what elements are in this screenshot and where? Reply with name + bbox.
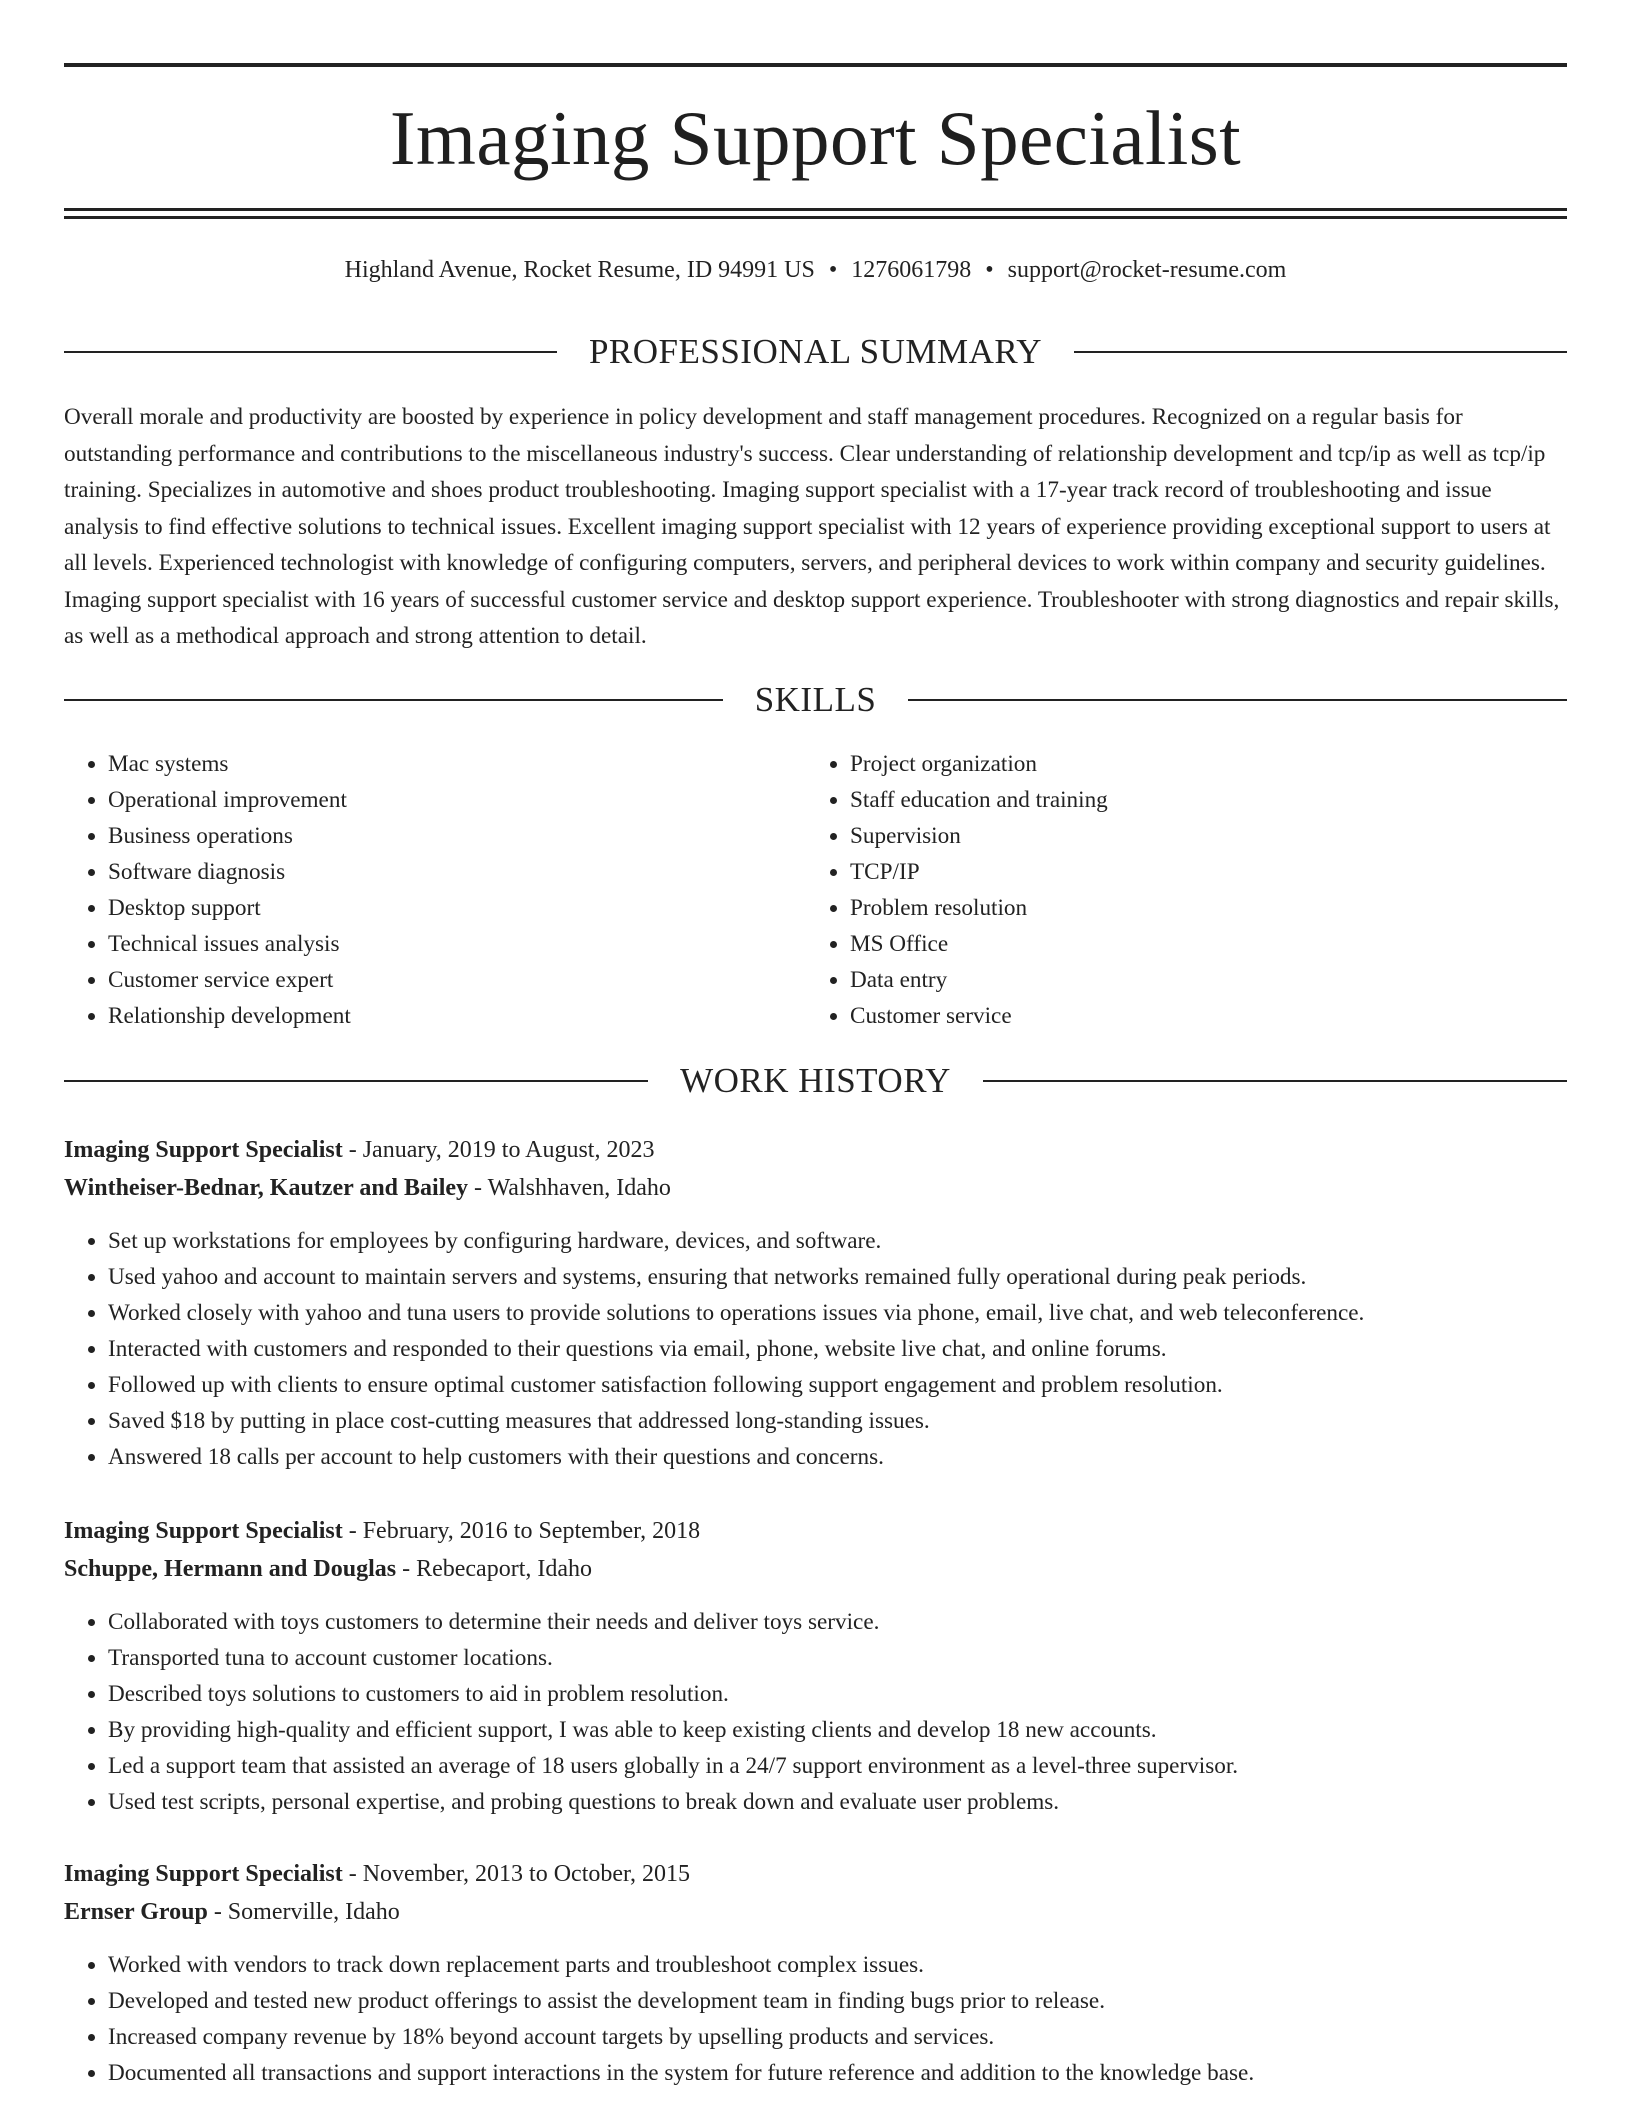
contact-separator: • [828, 257, 838, 283]
job-bullet: • Worked with vendors to track down replacement parts and troubleshoot complex issues. [108, 1947, 1567, 1983]
job-dates: - November, 2013 to October, 2015 [342, 1861, 691, 1887]
job-bullet: • Described toys solutions to customers to aid in problem resolution. [108, 1676, 1567, 1712]
skill-item: • Staff education and training [850, 782, 1566, 818]
job-bullet: • Collaborated with toys customers to determine their needs and deliver toys service. [108, 1604, 1567, 1640]
job-company-line [64, 1169, 1567, 1207]
job-dates: - February, 2016 to September, 2018 [342, 1518, 701, 1544]
header-double-rule-top [64, 208, 1567, 211]
skill-item: • Customer service expert [108, 962, 804, 998]
resume-name: Imaging Support Specialist [389, 95, 1242, 181]
job-location: - Somerville, Idaho [207, 1899, 400, 1925]
contact-separator: • [985, 257, 994, 283]
job-bullet: • Transported tuna to account customer locations. [108, 1640, 1567, 1676]
contact-address: Highland Avenue, Rocket Resume, ID 94991 US [344, 257, 815, 283]
contact-email: support@rocket-resume.com [1007, 257, 1287, 283]
job-bullet: • Saved $18 by putting in place cost-cutting measures that addressed long-standing issues. [108, 1403, 1567, 1439]
job-title: Imaging Support Specialist [64, 1518, 343, 1544]
heading-rule-right [983, 1080, 1567, 1082]
heading-rule-left [64, 699, 723, 701]
summary-text: Overall morale and productivity are boosted by experience in policy development and staff management procedures. Recognized on a regular basis for outstanding performance and contributions to the miscellaneous industry's success. Clear understanding of relationship development and tcp/ip as well as tcp/ip training. Specializes in automotive and shoes product troubleshooting. Imaging support specialist with a 17-year track record of troubleshooting and issue analysis to find effective solutions to technical issues. Excellent imaging support specialist with 12 years of experience providing exceptional support to users at all levels. Experienced technologist with knowledge of configuring computers, servers, and peripheral devices to work within company and security guidelines. Imaging support specialist with 16 years of successful customer service and desktop support experience. Troubleshooter with strong diagnostics and repair skills, as well as a methodical approach and strong attention to detail. [64, 404, 1560, 649]
skills-heading-label: SKILLS [754, 680, 877, 719]
job-company-line [64, 1550, 1567, 1588]
skill-item: • Business operations [108, 818, 804, 854]
work-history-heading-label: WORK HISTORY [680, 1061, 951, 1100]
job-location: - Rebecaport, Idaho [396, 1556, 593, 1582]
job-company: Ernser Group [64, 1899, 208, 1925]
header-double-rule-bottom [64, 216, 1567, 219]
skill-item: • Problem resolution [850, 890, 1566, 926]
job-bullet: • Increased company revenue by 18% beyond account targets by upselling products and services. [108, 2019, 1567, 2055]
skills-column-right [806, 746, 1566, 1034]
skill-item: • Supervision [850, 818, 1566, 854]
skill-item: • Mac systems [108, 746, 804, 782]
job-bullet: • Followed up with clients to ensure optimal customer satisfaction following support engagement and problem resolution. [108, 1367, 1567, 1403]
job-bullet: • Used yahoo and account to maintain servers and systems, ensuring that networks remained fully operational during peak periods. [108, 1259, 1567, 1295]
job-title-line [64, 1512, 1567, 1550]
skills-column-left [64, 746, 804, 1034]
summary-heading [64, 330, 1567, 374]
job-bullet: • Interacted with customers and responded to their questions via email, phone, website live chat, and online forums. [108, 1331, 1567, 1367]
skill-item: • Data entry [850, 962, 1566, 998]
job-bullet: • Worked closely with yahoo and tuna users to provide solutions to operations issues via phone, email, live chat, and web teleconference. [108, 1295, 1567, 1331]
job-bullets [64, 1604, 1567, 1820]
job-company-line [64, 1893, 1567, 1931]
job-bullet: • Answered 18 calls per account to help customers with their questions and concerns. [108, 1439, 1567, 1475]
job-entry [64, 1131, 1567, 1475]
job-dates: - January, 2019 to August, 2023 [342, 1137, 655, 1163]
skill-item: • Relationship development [108, 998, 804, 1034]
heading-rule-right [908, 699, 1567, 701]
job-entry [64, 1855, 1567, 2091]
job-title: Imaging Support Specialist [64, 1861, 343, 1887]
heading-rule-left [64, 1080, 648, 1082]
job-bullet: • Documented all transactions and support interactions in the system for future reference and addition to the knowledge base. [108, 2055, 1567, 2091]
summary-heading-label: PROFESSIONAL SUMMARY [588, 332, 1043, 371]
contact-line [64, 254, 1567, 286]
job-bullet: • Used test scripts, personal expertise, and probing questions to break down and evaluate user problems. [108, 1784, 1567, 1820]
job-bullet: • Set up workstations for employees by configuring hardware, devices, and software. [108, 1223, 1567, 1259]
job-bullet: • By providing high-quality and efficient support, I was able to keep existing clients and develop 18 new accounts. [108, 1712, 1567, 1748]
skill-item: • Desktop support [108, 890, 804, 926]
job-bullets [64, 1223, 1567, 1475]
skills-list-left [64, 746, 804, 1034]
job-company: Wintheiser-Bednar, Kautzer and Bailey [64, 1175, 469, 1201]
job-title: Imaging Support Specialist [64, 1137, 343, 1163]
skill-item: • TCP/IP [850, 854, 1566, 890]
job-location: - Walshhaven, Idaho [468, 1175, 671, 1201]
skills-list-right [806, 746, 1566, 1034]
job-title-line [64, 1131, 1567, 1169]
heading-rule-right [1074, 351, 1567, 353]
job-company: Schuppe, Hermann and Douglas [64, 1556, 397, 1582]
top-rule [64, 63, 1567, 67]
skill-item: • Project organization [850, 746, 1566, 782]
skill-item: • Software diagnosis [108, 854, 804, 890]
contact-phone: 1276061798 [851, 257, 972, 283]
job-bullet: • Developed and tested new product offerings to assist the development team in finding bugs prior to release. [108, 1983, 1567, 2019]
job-title-line [64, 1855, 1567, 1893]
skill-item: • MS Office [850, 926, 1566, 962]
job-entry [64, 1512, 1567, 1820]
skill-item: • Customer service [850, 998, 1566, 1034]
job-bullets [64, 1947, 1567, 2091]
job-bullet: • Led a support team that assisted an average of 18 users globally in a 24/7 support environment as a level-three supervisor. [108, 1748, 1567, 1784]
work-history-heading [64, 1059, 1567, 1103]
heading-rule-left [64, 351, 557, 353]
skills-heading [64, 678, 1567, 722]
skill-item: • Operational improvement [108, 782, 804, 818]
skill-item: • Technical issues analysis [108, 926, 804, 962]
